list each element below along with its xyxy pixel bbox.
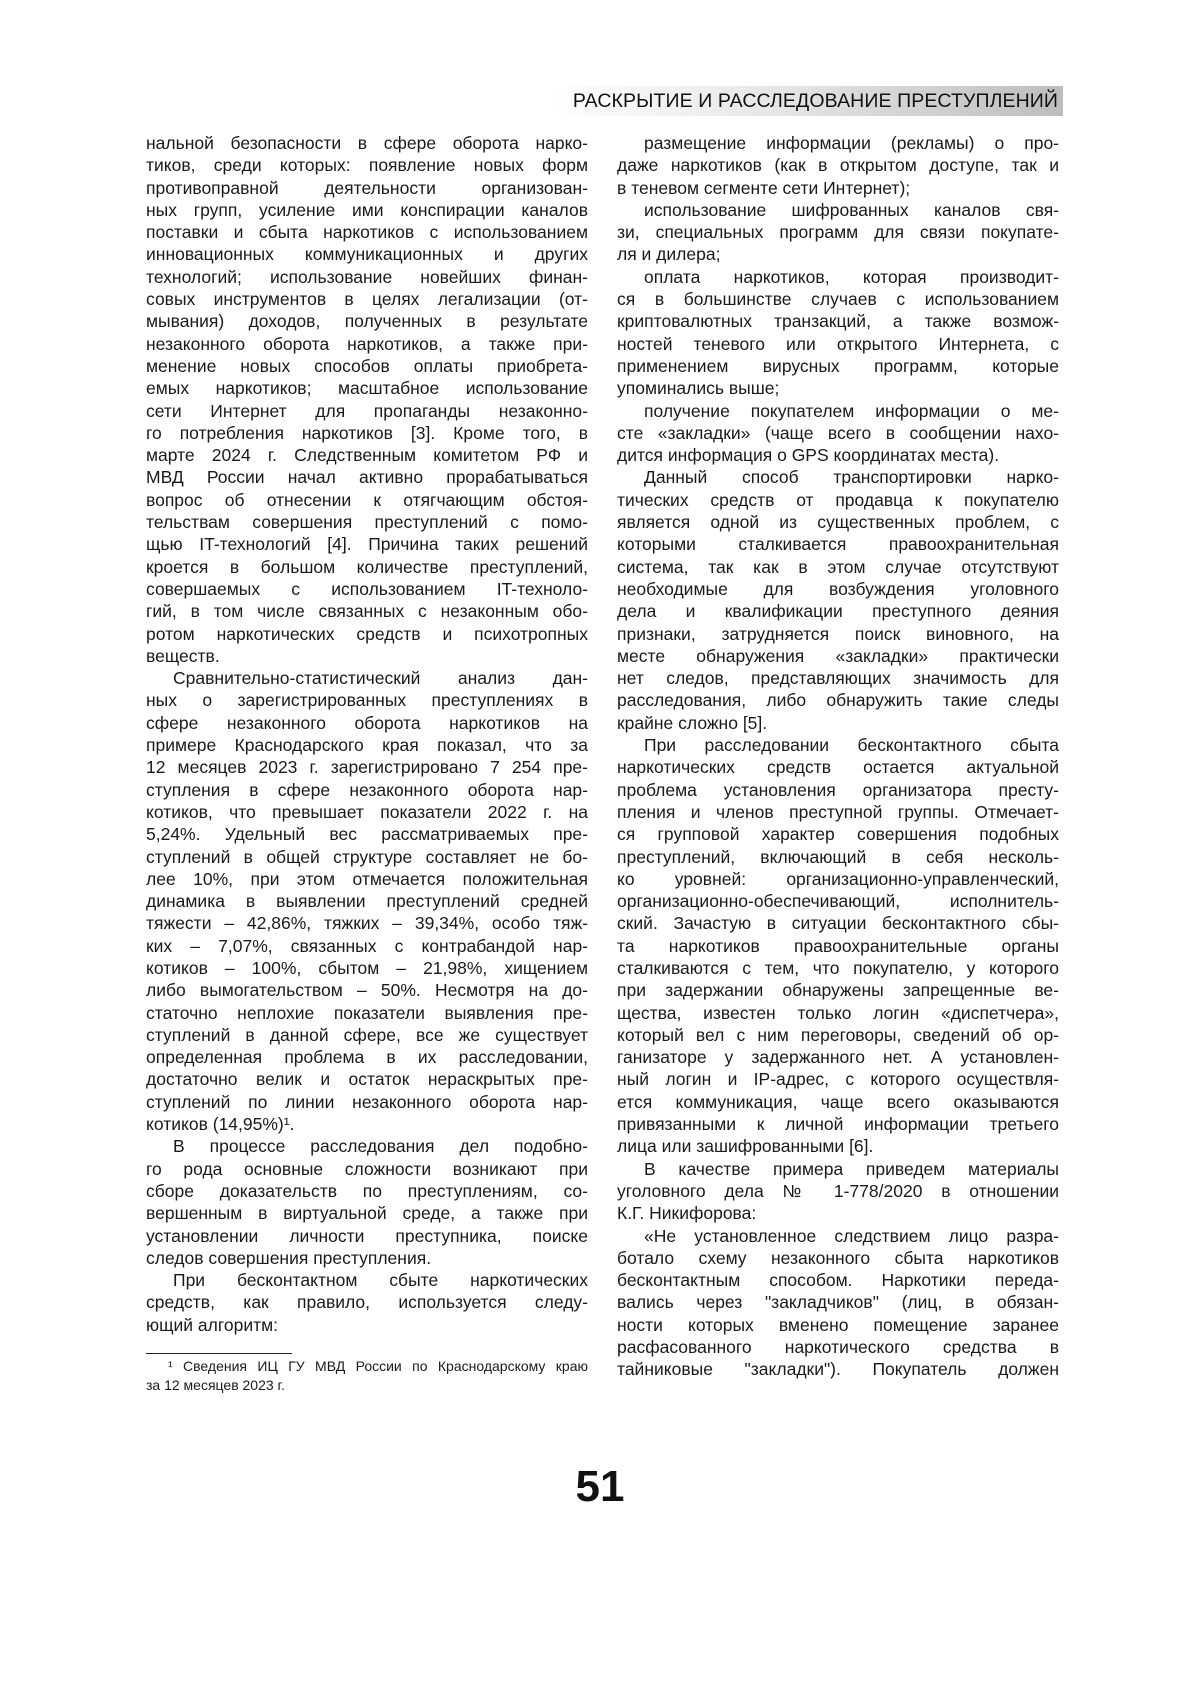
text-line: марте 2024 г. Следственным комитетом РФ и [146, 444, 588, 466]
paragraph [146, 132, 588, 667]
text-line: инновационных коммуникационных и других [146, 243, 588, 265]
text-line: уголовного дела № 1-778/2020 в отношении [617, 1180, 1059, 1202]
text-line: К.Г. Никифорова: [617, 1202, 1059, 1224]
paragraph [617, 466, 1059, 734]
text-line: тайниковые "закладки"). Покупатель должен [617, 1358, 1059, 1380]
text-line: расфасованного наркотического средства в [617, 1336, 1059, 1358]
text-line: система, так как в этом случае отсутствуют [617, 556, 1059, 578]
text-line: сфере незаконного оборота наркотиков на [146, 712, 588, 734]
text-line: расследования, либо обнаружить такие следы [617, 689, 1059, 711]
text-line: нет следов, представляющих значимость для [617, 667, 1059, 689]
text-line: признаки, затрудняется поиск виновного, на [617, 623, 1059, 645]
paragraph [617, 1225, 1059, 1381]
text-line: зи, специальных программ для связи покупате- [617, 221, 1059, 243]
text-line: ¹ Сведения ИЦ ГУ МВД России по Краснодарскому краю [146, 1357, 588, 1376]
text-line: В качестве примера приведем материалы [617, 1158, 1059, 1180]
text-line: МВД России начал активно прорабатываться [146, 466, 588, 488]
text-line: оплата наркотиков, которая производит- [617, 266, 1059, 288]
text-line: ля и дилера; [617, 243, 1059, 265]
text-line: привязанными к личной информации третьего [617, 1113, 1059, 1135]
text-line: незаконного оборота наркотиков, а также при- [146, 333, 588, 355]
text-line: ется коммуникация, чаще всего оказываются [617, 1091, 1059, 1113]
text-line: ных о зарегистрированных преступлениях в [146, 689, 588, 711]
text-line: криптовалютных транзакций, а также возмож- [617, 310, 1059, 332]
text-line: достаточно велик и остаток нераскрытых пре- [146, 1068, 588, 1090]
text-line: даже наркотиков (как в открытом доступе, так и [617, 154, 1059, 176]
text-line: ступления в сфере незаконного оборота нар- [146, 779, 588, 801]
text-line: упоминались выше; [617, 377, 1059, 399]
text-line: при задержании обнаружены запрещенные ве- [617, 979, 1059, 1001]
text-line: нальной безопасности в сфере оборота нарко- [146, 132, 588, 154]
text-line: тиков, среди которых: появление новых форм [146, 154, 588, 176]
text-line: следов совершения преступления. [146, 1247, 588, 1269]
text-line: ганизаторе у задержанного нет. А установлен- [617, 1046, 1059, 1068]
text-line: проблема установления организатора престу- [617, 779, 1059, 801]
paragraph [146, 1135, 588, 1269]
text-line: гий, в том числе связанных с незаконным обо- [146, 600, 588, 622]
text-line: Данный способ транспортировки нарко- [617, 466, 1059, 488]
text-line: ный логин и IP-адрес, с которого осуществля- [617, 1068, 1059, 1090]
text-line: тических средств от продавца к покупателю [617, 489, 1059, 511]
text-line: технологий; использование новейших финан- [146, 266, 588, 288]
text-line: примере Краснодарского края показал, что за [146, 734, 588, 756]
text-line: дится информация о GPS координатах места). [617, 444, 1059, 466]
text-line: за 12 месяцев 2023 г. [146, 1376, 588, 1395]
running-header-title: РАСКРЫТИЕ И РАССЛЕДОВАНИЕ ПРЕСТУПЛЕНИЙ [573, 90, 1058, 113]
text-line: установлении личности преступника, поиске [146, 1225, 588, 1247]
text-line: ступлений в данной сфере, все же существует [146, 1024, 588, 1046]
text-line: тяжести – 42,86%, тяжких – 39,34%, особо тяж- [146, 912, 588, 934]
text-line: месте обнаружения «закладки» практически [617, 645, 1059, 667]
text-line: та наркотиков правоохранительные органы [617, 935, 1059, 957]
text-line: сборе доказательств по преступлениям, со- [146, 1180, 588, 1202]
text-line: 12 месяцев 2023 г. зарегистрировано 7 254 пре- [146, 756, 588, 778]
paragraph [617, 400, 1059, 467]
text-line: средств, как правило, используется следу- [146, 1291, 588, 1313]
text-line: применением вирусных программ, которые [617, 355, 1059, 377]
paragraph [617, 1158, 1059, 1225]
text-line: ботало схему незаконного сбыта наркотиков [617, 1247, 1059, 1269]
footnote-separator [146, 1353, 292, 1354]
text-line: котиков – 100%, сбытом – 21,98%, хищением [146, 957, 588, 979]
text-line: менение новых способов оплаты приобрета- [146, 355, 588, 377]
text-line: ступлений в общей структуре составляет не бо- [146, 846, 588, 868]
paragraph [146, 1357, 588, 1395]
text-line: размещение информации (рекламы) о про- [617, 132, 1059, 154]
text-line: дела и квалификации преступного деяния [617, 600, 1059, 622]
text-line: кроется в большом количестве преступлений, [146, 556, 588, 578]
text-line: щью IT-технологий [4]. Причина таких решений [146, 533, 588, 555]
page-number: 51 [0, 1462, 1200, 1512]
text-line: веществ. [146, 645, 588, 667]
text-line: «Не установленное следствием лицо разра- [617, 1225, 1059, 1247]
text-line: наркотических средств остается актуальной [617, 756, 1059, 778]
text-line: сте «закладки» (чаще всего в сообщении нахо- [617, 422, 1059, 444]
text-line: является одной из существенных проблем, с [617, 511, 1059, 533]
text-line: преступлений, включающий в себя несколь- [617, 846, 1059, 868]
paragraph [146, 667, 588, 1135]
left-column [146, 132, 588, 1336]
text-line: определенная проблема в их расследовании, [146, 1046, 588, 1068]
text-line: котиков, что превышает показатели 2022 г. на [146, 801, 588, 823]
text-line: В процессе расследования дел подобно- [146, 1135, 588, 1157]
footnote [146, 1357, 588, 1395]
text-line: противоправной деятельности организован- [146, 177, 588, 199]
text-line: вопрос об отнесении к отягчающим обстоя- [146, 489, 588, 511]
text-line: ротом наркотических средств и психотропных [146, 623, 588, 645]
text-line: тельствам совершения преступлений с помо- [146, 511, 588, 533]
paragraph [617, 199, 1059, 266]
text-line: ся групповой характер совершения подобных [617, 823, 1059, 845]
text-line: использование шифрованных каналов свя- [617, 199, 1059, 221]
text-line: ющий алгоритм: [146, 1314, 588, 1336]
text-line: необходимые для возбуждения уголовного [617, 578, 1059, 600]
paragraph [146, 1269, 588, 1336]
text-line: ко уровней: организационно-управленческий, [617, 868, 1059, 890]
text-line: ных групп, усиление ими конспирации каналов [146, 199, 588, 221]
text-line: мывания) доходов, полученных в результате [146, 310, 588, 332]
paragraph [617, 132, 1059, 199]
text-line: совершаемых с использованием IT-техноло- [146, 578, 588, 600]
text-line: сети Интернет для пропаганды незаконно- [146, 400, 588, 422]
text-line: го рода основные сложности возникают при [146, 1158, 588, 1180]
text-line: либо вымогательством – 50%. Несмотря на до- [146, 979, 588, 1001]
text-line: лица или зашифрованными [6]. [617, 1135, 1059, 1157]
text-line: получение покупателем информации о ме- [617, 400, 1059, 422]
text-line: вались через "закладчиков" (лиц, в обязан- [617, 1291, 1059, 1313]
text-line: лее 10%, при этом отмечается положительная [146, 868, 588, 890]
text-line: При бесконтактном сбыте наркотических [146, 1269, 588, 1291]
text-line: ступлений по линии незаконного оборота нар- [146, 1091, 588, 1113]
text-line: в теневом сегменте сети Интернет); [617, 177, 1059, 199]
text-line: которыми сталкивается правоохранительная [617, 533, 1059, 555]
text-line: пления и членов преступной группы. Отмечает- [617, 801, 1059, 823]
text-line: го потребления наркотиков [3]. Кроме того, в [146, 422, 588, 444]
paragraph [617, 734, 1059, 1158]
text-line: сталкиваются с тем, что покупателю, у которого [617, 957, 1059, 979]
text-line: котиков (14,95%)¹. [146, 1113, 588, 1135]
text-line: совых инструментов в целях легализации (от- [146, 288, 588, 310]
text-line: статочно неплохие показатели выявления пре- [146, 1002, 588, 1024]
text-line: бесконтактным способом. Наркотики переда- [617, 1269, 1059, 1291]
text-line: крайне сложно [5]. [617, 712, 1059, 734]
text-line: При расследовании бесконтактного сбыта [617, 734, 1059, 756]
text-line: организационно-обеспечивающий, исполнитель- [617, 890, 1059, 912]
text-line: ностей теневого или открытого Интернета, с [617, 333, 1059, 355]
text-line: поставки и сбыта наркотиков с использованием [146, 221, 588, 243]
text-line: ский. Зачастую в ситуации бесконтактного сбы- [617, 912, 1059, 934]
text-line: ности которых вменено помещение заранее [617, 1314, 1059, 1336]
paragraph [617, 266, 1059, 400]
text-line: щества, известен только логин «диспетчера», [617, 1002, 1059, 1024]
text-line: динамика в выявлении преступлений средней [146, 890, 588, 912]
right-column [617, 132, 1059, 1381]
text-line: 5,24%. Удельный вес рассматриваемых пре- [146, 823, 588, 845]
text-line: ких – 7,07%, связанных с контрабандой нар- [146, 935, 588, 957]
text-line: емых наркотиков; масштабное использование [146, 377, 588, 399]
text-line: Сравнительно-статистический анализ дан- [146, 667, 588, 689]
text-line: ся в большинстве случаев с использованием [617, 288, 1059, 310]
text-line: вершенным в виртуальной среде, а также при [146, 1202, 588, 1224]
text-line: который вел с ним переговоры, сведений об ор- [617, 1024, 1059, 1046]
